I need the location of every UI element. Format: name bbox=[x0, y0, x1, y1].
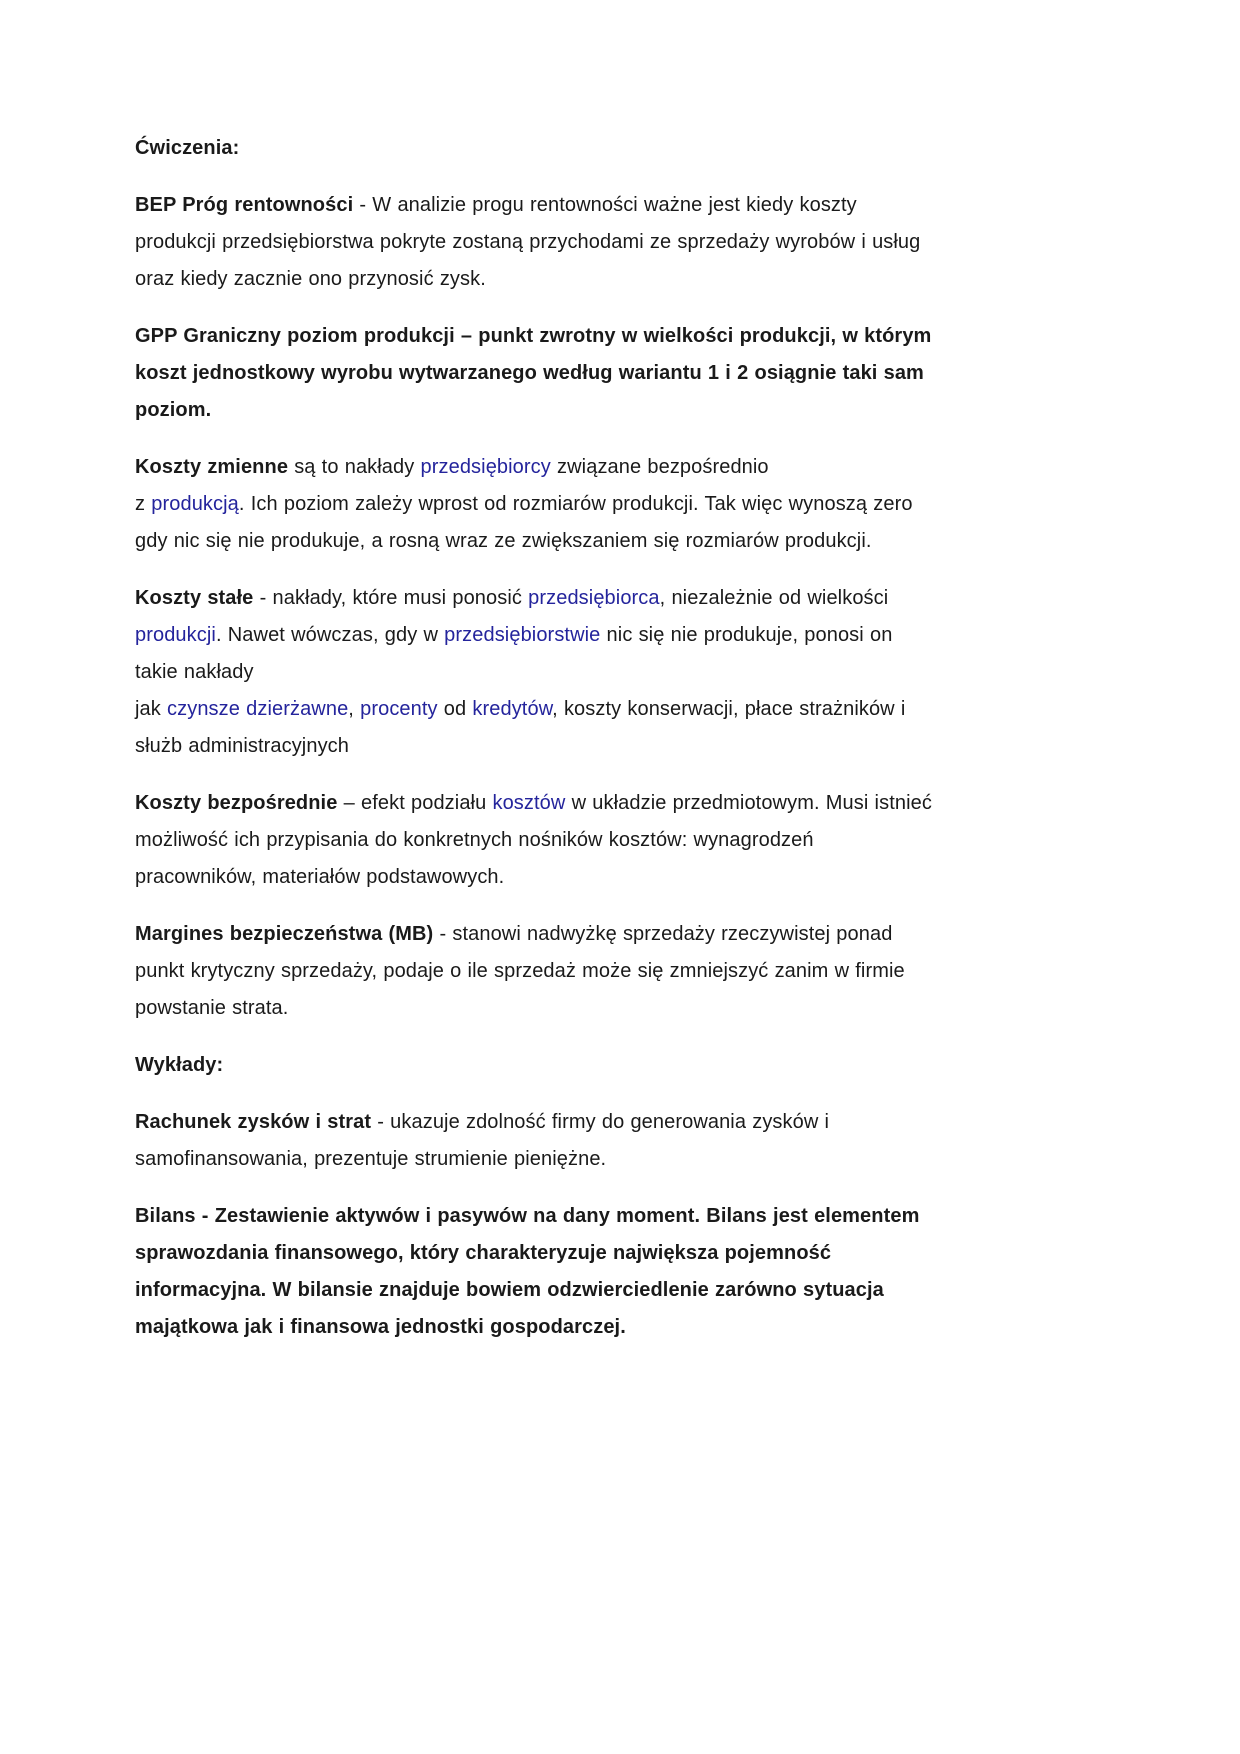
text-run: są to nakłady bbox=[288, 456, 421, 478]
text-run: związane bezpośrednio bbox=[550, 456, 769, 478]
text-run: od bbox=[437, 698, 473, 720]
inline-link[interactable]: kredytów bbox=[472, 698, 553, 720]
inline-link[interactable]: procenty bbox=[360, 698, 438, 720]
text-run: GPP Graniczny poziom produkcji bbox=[135, 325, 455, 347]
text-run: Rachunek zysków i strat bbox=[135, 1111, 372, 1133]
text-run: Margines bezpieczeństwa (MB) bbox=[135, 923, 434, 945]
text-run: Koszty bezpośrednie bbox=[135, 792, 338, 814]
document-body bbox=[135, 130, 940, 1346]
text-run: , koszty konserwacji, płace strażników i służb administracyjnych bbox=[135, 698, 906, 757]
text-run: Koszty zmienne bbox=[135, 456, 289, 478]
text-run: - W analizie progu rentowności ważne jest kiedy koszty produkcji przedsiębiorstwa pokryte zostaną przychodami ze sprzedaży wyrobów i usług oraz kiedy zacznie ono przynosić zysk. bbox=[135, 194, 921, 290]
inline-link[interactable]: przedsiębiorca bbox=[528, 587, 660, 609]
paragraph bbox=[135, 130, 940, 167]
paragraph bbox=[135, 1104, 940, 1178]
text-run: Wykłady: bbox=[135, 1054, 224, 1076]
paragraph bbox=[135, 580, 940, 765]
text-run: Koszty stałe bbox=[135, 587, 254, 609]
text-run: z bbox=[135, 493, 152, 515]
text-run: - stanowi nadwyżkę sprzedaży rzeczywistej ponad punkt krytyczny sprzedaży, podaje o ile sprzedaż może się zmniejszyć zanim w firmie powstanie strata. bbox=[135, 923, 905, 1019]
inline-link[interactable]: produkcją bbox=[151, 493, 239, 515]
text-run: w układzie przedmiotowym. Musi istnieć możliwość ich przypisania do konkretnych nośników kosztów: wynagrodzeń pracowników, materiałów podstawowych. bbox=[135, 792, 932, 888]
text-run: – efekt podziału bbox=[337, 792, 493, 814]
paragraph bbox=[135, 916, 940, 1027]
inline-link[interactable]: kosztów bbox=[492, 792, 566, 814]
text-run: Bilans - bbox=[135, 1205, 209, 1227]
text-run: nic się nie produkuje, ponosi on takie nakłady bbox=[135, 624, 893, 683]
text-run: , bbox=[348, 698, 361, 720]
paragraph bbox=[135, 785, 940, 896]
paragraph bbox=[135, 1198, 940, 1346]
paragraph bbox=[135, 1047, 940, 1084]
text-run: - ukazuje zdolność firmy do generowania zysków i samofinansowania, prezentuje strumienie pieniężne. bbox=[135, 1111, 830, 1170]
paragraph bbox=[135, 187, 940, 298]
text-run: – punkt zwrotny w wielkości produkcji, w którym koszt jednostkowy wyrobu wytwarzanego według wariantu 1 i 2 osiągnie taki sam poziom. bbox=[135, 325, 932, 421]
text-run: Zestawienie aktywów i pasywów na dany moment. Bilans jest elementem sprawozdania finansowego, który charakteryzuje największa pojemność informacyjna. W bilansie znajduje bowiem odzwierciedlenie zarówno sytuacja majątkowa jak i finansowa jednostki gospodarczej. bbox=[135, 1205, 920, 1338]
inline-link[interactable]: czynsze dzierżawne bbox=[167, 698, 349, 720]
text-run: - nakłady, które musi ponosić bbox=[253, 587, 529, 609]
inline-link[interactable]: przedsiębiorstwie bbox=[444, 624, 601, 646]
inline-link[interactable]: produkcji bbox=[135, 624, 216, 646]
inline-link[interactable]: przedsiębiorcy bbox=[420, 456, 551, 478]
paragraph bbox=[135, 449, 940, 560]
text-run: BEP Próg rentowności bbox=[135, 194, 354, 216]
text-run: . Nawet wówczas, gdy w bbox=[215, 624, 445, 646]
text-run: , niezależnie od wielkości bbox=[659, 587, 889, 609]
paragraph bbox=[135, 318, 940, 429]
text-run: . Ich poziom zależy wprost od rozmiarów produkcji. Tak więc wynoszą zero gdy nic się nie produkuje, a rosną wraz ze zwiększaniem się rozmiarów produkcji. bbox=[135, 493, 913, 552]
text-run: Ćwiczenia: bbox=[135, 137, 240, 159]
text-run: jak bbox=[135, 698, 168, 720]
